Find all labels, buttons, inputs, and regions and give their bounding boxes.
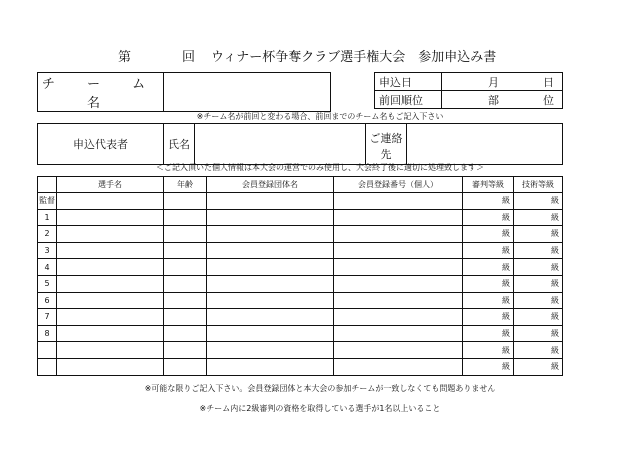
member-number-cell[interactable]: [334, 259, 463, 276]
row-index: 3: [38, 242, 57, 259]
index-header: [38, 177, 57, 193]
table-row: [38, 292, 563, 309]
referee-grade-cell[interactable]: 級: [463, 226, 514, 243]
name-label: 氏名: [164, 124, 195, 165]
row-index: 5: [38, 275, 57, 292]
footer-note-2: ※チーム内に2級審判の資格を取得している選手が1名以上いること: [199, 404, 441, 413]
member-number-cell[interactable]: [334, 342, 463, 359]
skill-grade-cell[interactable]: 級: [514, 275, 563, 292]
age-cell[interactable]: [164, 309, 207, 326]
row-index: 8: [38, 325, 57, 342]
referee-grade-cell[interactable]: 級: [463, 292, 514, 309]
contact-field[interactable]: [407, 124, 563, 165]
skill-grade-cell[interactable]: 級: [514, 292, 563, 309]
player-name-cell[interactable]: [57, 209, 164, 226]
player-name-cell[interactable]: [57, 325, 164, 342]
form-title: [0, 46, 640, 66]
table-row: [38, 226, 563, 243]
apply-date-month[interactable]: [442, 73, 563, 91]
member-org-header: 会員登録団体名: [207, 177, 334, 193]
skill-grade-cell[interactable]: 級: [514, 309, 563, 326]
title-prefix: 第: [118, 50, 132, 65]
member-org-cell[interactable]: [207, 309, 334, 326]
member-org-cell[interactable]: [207, 292, 334, 309]
member-org-cell[interactable]: [207, 259, 334, 276]
row-index: 監督: [38, 193, 57, 210]
age-header: 年齢: [164, 177, 207, 193]
referee-grade-cell[interactable]: 級: [463, 259, 514, 276]
age-cell[interactable]: [164, 259, 207, 276]
place-label: 位: [543, 93, 554, 107]
player-name-cell[interactable]: [57, 226, 164, 243]
referee-grade-header: 審判等級: [463, 177, 514, 193]
age-cell[interactable]: [164, 242, 207, 259]
member-number-header: 会員登録番号（個人）: [334, 177, 463, 193]
member-org-cell[interactable]: [207, 209, 334, 226]
application-meta-box: [374, 72, 563, 109]
player-name-cell[interactable]: [57, 259, 164, 276]
division-label: 部: [488, 93, 499, 107]
skill-grade-cell[interactable]: 級: [514, 193, 563, 210]
team-name-label: チ ー ム 名: [38, 73, 164, 112]
privacy-note: ＜ご記入頂いた個人情報は本大会の運営でのみ使用し、大会終了後に適切に処理致します＞: [156, 163, 484, 172]
team-name-box: [37, 72, 331, 112]
table-row: [38, 309, 563, 326]
member-org-cell[interactable]: [207, 226, 334, 243]
table-row: [38, 342, 563, 359]
player-name-header: 選手名: [57, 177, 164, 193]
member-org-cell[interactable]: [207, 342, 334, 359]
row-index: 6: [38, 292, 57, 309]
player-name-cell[interactable]: [57, 358, 164, 375]
table-row: [38, 259, 563, 276]
table-row: [38, 242, 563, 259]
apply-date-label: 申込日: [375, 73, 442, 91]
age-cell[interactable]: [164, 275, 207, 292]
player-name-cell[interactable]: [57, 275, 164, 292]
row-index: 1: [38, 209, 57, 226]
row-index: [38, 358, 57, 375]
member-org-cell[interactable]: [207, 325, 334, 342]
referee-grade-cell[interactable]: 級: [463, 242, 514, 259]
prev-rank-label: 前回順位: [375, 91, 442, 109]
referee-grade-cell[interactable]: 級: [463, 358, 514, 375]
skill-grade-cell[interactable]: 級: [514, 226, 563, 243]
team-name-field[interactable]: [164, 73, 331, 112]
referee-grade-cell[interactable]: 級: [463, 342, 514, 359]
referee-grade-cell[interactable]: 級: [463, 275, 514, 292]
table-row: [38, 358, 563, 375]
skill-grade-header: 技術等級: [514, 177, 563, 193]
representative-name-field[interactable]: [195, 124, 366, 165]
age-cell[interactable]: [164, 292, 207, 309]
skill-grade-cell[interactable]: 級: [514, 259, 563, 276]
team-name-note: ※チーム名が前回と変わる場合、前回までのチーム名もご記入下さい: [196, 112, 444, 121]
representative-box: [37, 123, 563, 165]
skill-grade-cell[interactable]: 級: [514, 358, 563, 375]
player-table: [37, 176, 563, 376]
footer-note-1: ※可能な限りご記入下さい。会員登録団体と本大会の参加チームが一致しなくても問題ありません: [144, 384, 496, 393]
age-cell[interactable]: [164, 193, 207, 210]
player-name-cell[interactable]: [57, 292, 164, 309]
member-number-cell[interactable]: [334, 292, 463, 309]
table-row: [38, 275, 563, 292]
age-cell[interactable]: [164, 325, 207, 342]
table-row: [38, 193, 563, 210]
player-name-cell[interactable]: [57, 193, 164, 210]
member-org-cell[interactable]: [207, 275, 334, 292]
age-cell[interactable]: [164, 342, 207, 359]
referee-grade-cell[interactable]: 級: [463, 209, 514, 226]
month-label: 月: [488, 75, 499, 89]
row-index: 7: [38, 309, 57, 326]
row-index: [38, 342, 57, 359]
member-number-cell[interactable]: [334, 358, 463, 375]
member-org-cell[interactable]: [207, 358, 334, 375]
contact-label: ご連絡先: [366, 124, 407, 165]
table-row: [38, 325, 563, 342]
member-number-cell[interactable]: [334, 226, 463, 243]
title-event: ウィナー杯争奪クラブ選手権大会 参加申込み書: [211, 50, 497, 65]
referee-grade-cell[interactable]: 級: [463, 309, 514, 326]
member-number-cell[interactable]: [334, 193, 463, 210]
skill-grade-cell[interactable]: 級: [514, 209, 563, 226]
skill-grade-cell[interactable]: 級: [514, 342, 563, 359]
player-name-cell[interactable]: [57, 342, 164, 359]
member-number-cell[interactable]: [334, 309, 463, 326]
member-org-cell[interactable]: [207, 242, 334, 259]
table-row: [38, 209, 563, 226]
skill-grade-cell[interactable]: 級: [514, 242, 563, 259]
age-cell[interactable]: [164, 358, 207, 375]
row-index: 4: [38, 259, 57, 276]
member-number-cell[interactable]: [334, 209, 463, 226]
prev-rank-field[interactable]: [442, 91, 563, 109]
member-org-cell[interactable]: [207, 193, 334, 210]
referee-grade-cell[interactable]: 級: [463, 325, 514, 342]
member-number-cell[interactable]: [334, 242, 463, 259]
member-number-cell[interactable]: [334, 325, 463, 342]
member-number-cell[interactable]: [334, 275, 463, 292]
title-round: 回: [182, 50, 196, 65]
day-label: 日: [543, 75, 554, 89]
player-name-cell[interactable]: [57, 309, 164, 326]
referee-grade-cell[interactable]: 級: [463, 193, 514, 210]
age-cell[interactable]: [164, 226, 207, 243]
representative-label: 申込代表者: [38, 124, 164, 165]
skill-grade-cell[interactable]: 級: [514, 325, 563, 342]
player-name-cell[interactable]: [57, 242, 164, 259]
age-cell[interactable]: [164, 209, 207, 226]
row-index: 2: [38, 226, 57, 243]
